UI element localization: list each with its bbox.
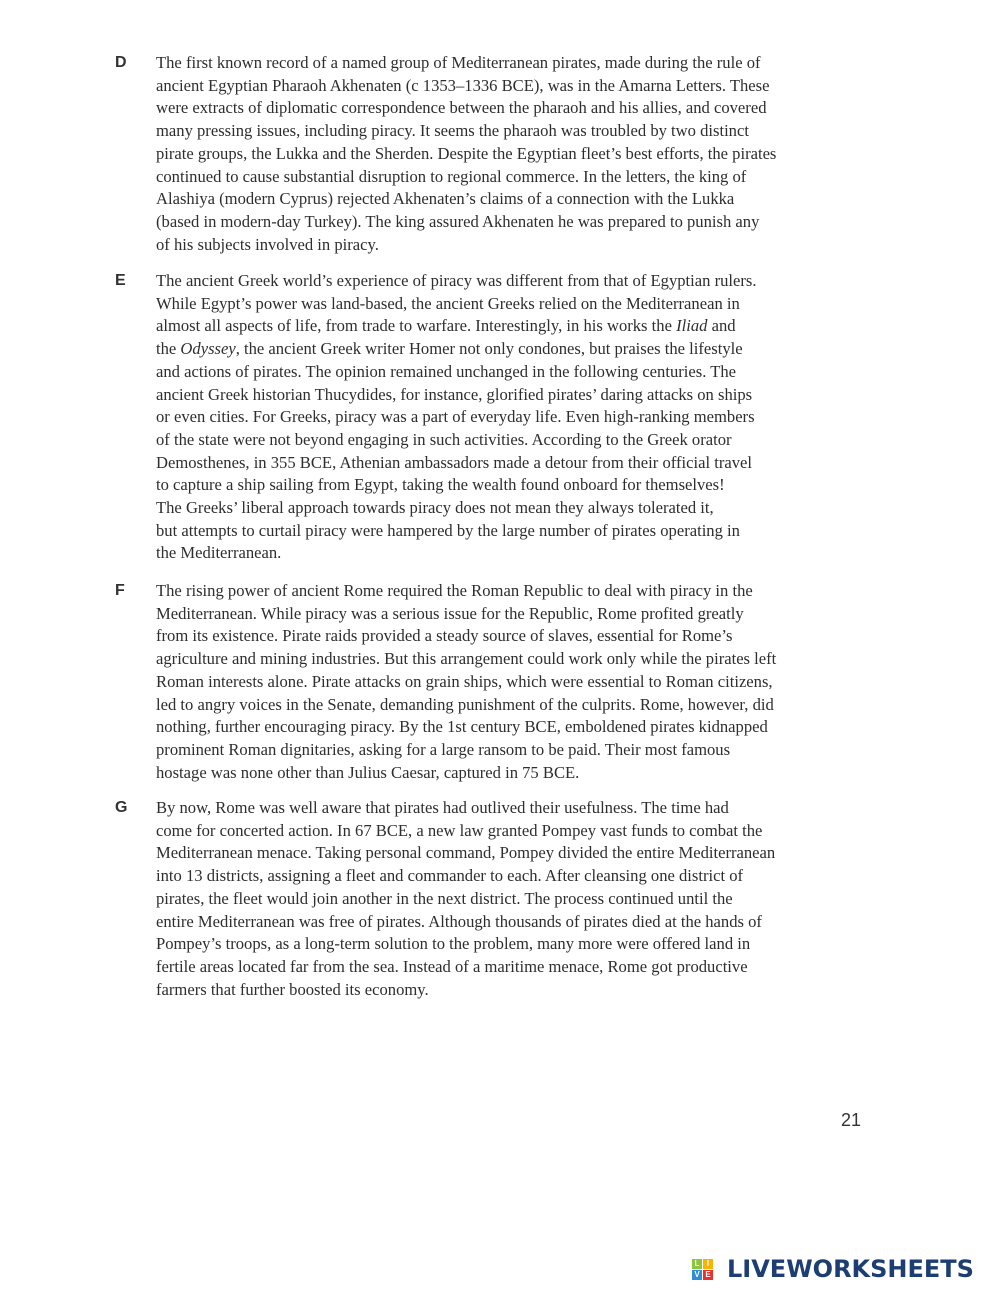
text-line: hostage was none other than Julius Caesar, captured in 75 BCE. bbox=[156, 762, 580, 782]
text-line: Pompey’s troops, as a long-term solution to the problem, many more were offered land in bbox=[156, 934, 751, 954]
text-line: While Egypt’s power was land-based, the ancient Greeks relied on the Mediterranean in bbox=[156, 293, 740, 313]
text-line: ancient Greek historian Thucydides, for instance, glorified pirates’ daring attacks on ships bbox=[156, 384, 753, 404]
paragraph-text bbox=[156, 270, 757, 565]
text-line: The first known record of a named group of Mediterranean pirates, made during the rule of bbox=[156, 53, 761, 72]
text-line: to capture a ship sailing from Egypt, taking the wealth found onboard for themselves! bbox=[156, 475, 725, 495]
text-line: fertile areas located far from the sea. Instead of a maritime menace, Rome got productive bbox=[156, 956, 748, 976]
logo-tiles-icon bbox=[692, 1259, 724, 1280]
logo-tile: L bbox=[692, 1259, 702, 1269]
text-line: By now, Rome was well aware that pirates had outlived their usefulness. The time had bbox=[156, 798, 729, 817]
logo-tile: E bbox=[703, 1270, 713, 1280]
text-line: and actions of pirates. The opinion remained unchanged in the following centuries. The bbox=[156, 361, 737, 381]
text-line: Mediterranean. While piracy was a serious issue for the Republic, Rome profited greatly bbox=[156, 603, 744, 623]
text-line: (based in modern-day Turkey). The king assured Akhenaten he was prepared to punish any bbox=[156, 211, 760, 231]
text-line: come for concerted action. In 67 BCE, a new law granted Pompey vast funds to combat the bbox=[156, 820, 763, 840]
text-line: the Mediterranean. bbox=[156, 543, 282, 563]
text-line: pirates, the fleet would join another in the next district. The process continued until the bbox=[156, 888, 733, 908]
logo-tile: V bbox=[692, 1270, 702, 1280]
logo-tile bbox=[714, 1259, 724, 1269]
text-line: entire Mediterranean was free of pirates. Although thousands of pirates died at the hands of bbox=[156, 911, 762, 931]
text-line: continued to cause substantial disruption to regional commerce. In the letters, the king of bbox=[156, 166, 747, 186]
paragraph-text bbox=[156, 797, 775, 1001]
paragraph-label: F bbox=[115, 582, 125, 599]
text-line: The rising power of ancient Rome required the Roman Republic to deal with piracy in the bbox=[156, 581, 753, 600]
paragraph-label: D bbox=[115, 54, 127, 71]
paragraph-text bbox=[156, 580, 776, 784]
text-line: of his subjects involved in piracy. bbox=[156, 234, 379, 254]
text-line: were extracts of diplomatic correspondence between the pharaoh and his allies, and covered bbox=[156, 98, 767, 118]
text-line: farmers that further boosted its economy. bbox=[156, 979, 429, 999]
liveworksheets-logo bbox=[692, 1255, 974, 1283]
text-line: or even cities. For Greeks, piracy was a part of everyday life. Even high-ranking members bbox=[156, 407, 755, 427]
text-line: Alashiya (modern Cyprus) rejected Akhenaten’s claims of a connection with the Lukka bbox=[156, 189, 735, 209]
text-line: The Greeks’ liberal approach towards piracy does not mean they always tolerated it, bbox=[156, 498, 714, 518]
text-line: the Odyssey, the ancient Greek writer Homer not only condones, but praises the lifestyle bbox=[156, 339, 743, 359]
text-line: Roman interests alone. Pirate attacks on grain ships, which were essential to Roman citizens, bbox=[156, 671, 773, 691]
italic-title: Odyssey bbox=[180, 339, 236, 359]
text-line: agriculture and mining industries. But this arrangement could work only while the pirates left bbox=[156, 649, 777, 669]
logo-tile: I bbox=[703, 1259, 713, 1269]
text-line: many pressing issues, including piracy. It seems the pharaoh was troubled by two distinct bbox=[156, 121, 749, 141]
text-line: from its existence. Pirate raids provided a steady source of slaves, essential for Rome’s bbox=[156, 626, 733, 646]
text-line: almost all aspects of life, from trade to warfare. Interestingly, in his works the Iliad and bbox=[156, 316, 736, 336]
text-line: Mediterranean menace. Taking personal command, Pompey divided the entire Mediterranean bbox=[156, 843, 776, 863]
text-line: The ancient Greek world’s experience of piracy was different from that of Egyptian rulers. bbox=[156, 271, 757, 290]
text-line: but attempts to curtail piracy were hampered by the large number of pirates operating in bbox=[156, 520, 740, 540]
italic-title: Iliad bbox=[676, 316, 708, 336]
text-line: Demosthenes, in 355 BCE, Athenian ambassadors made a detour from their official travel bbox=[156, 452, 752, 472]
paragraph-text bbox=[156, 52, 776, 256]
page-number: 21 bbox=[841, 1110, 862, 1130]
text-line: pirate groups, the Lukka and the Sherden. Despite the Egyptian fleet’s best efforts, the pirates bbox=[156, 143, 777, 163]
text-line: into 13 districts, assigning a fleet and commander to each. After cleansing one district of bbox=[156, 866, 744, 886]
text-line: prominent Roman dignitaries, asking for a large ransom to be paid. Their most famous bbox=[156, 739, 731, 759]
text-line: nothing, further encouraging piracy. By the 1st century BCE, emboldened pirates kidnapped bbox=[156, 717, 768, 737]
paragraph-label: G bbox=[115, 799, 128, 816]
paragraph-label: E bbox=[115, 272, 126, 289]
text-line: ancient Egyptian Pharaoh Akhenaten (c 1353–1336 BCE), was in the Amarna Letters. These bbox=[156, 75, 770, 95]
logo-text: LIVEWORKSHEETS bbox=[727, 1255, 974, 1283]
text-line: of the state were not beyond engaging in such activities. According to the Greek orator bbox=[156, 429, 732, 449]
logo-tile bbox=[714, 1270, 724, 1280]
text-line: led to angry voices in the Senate, demanding punishment of the culprits. Rome, however, did bbox=[156, 694, 774, 714]
